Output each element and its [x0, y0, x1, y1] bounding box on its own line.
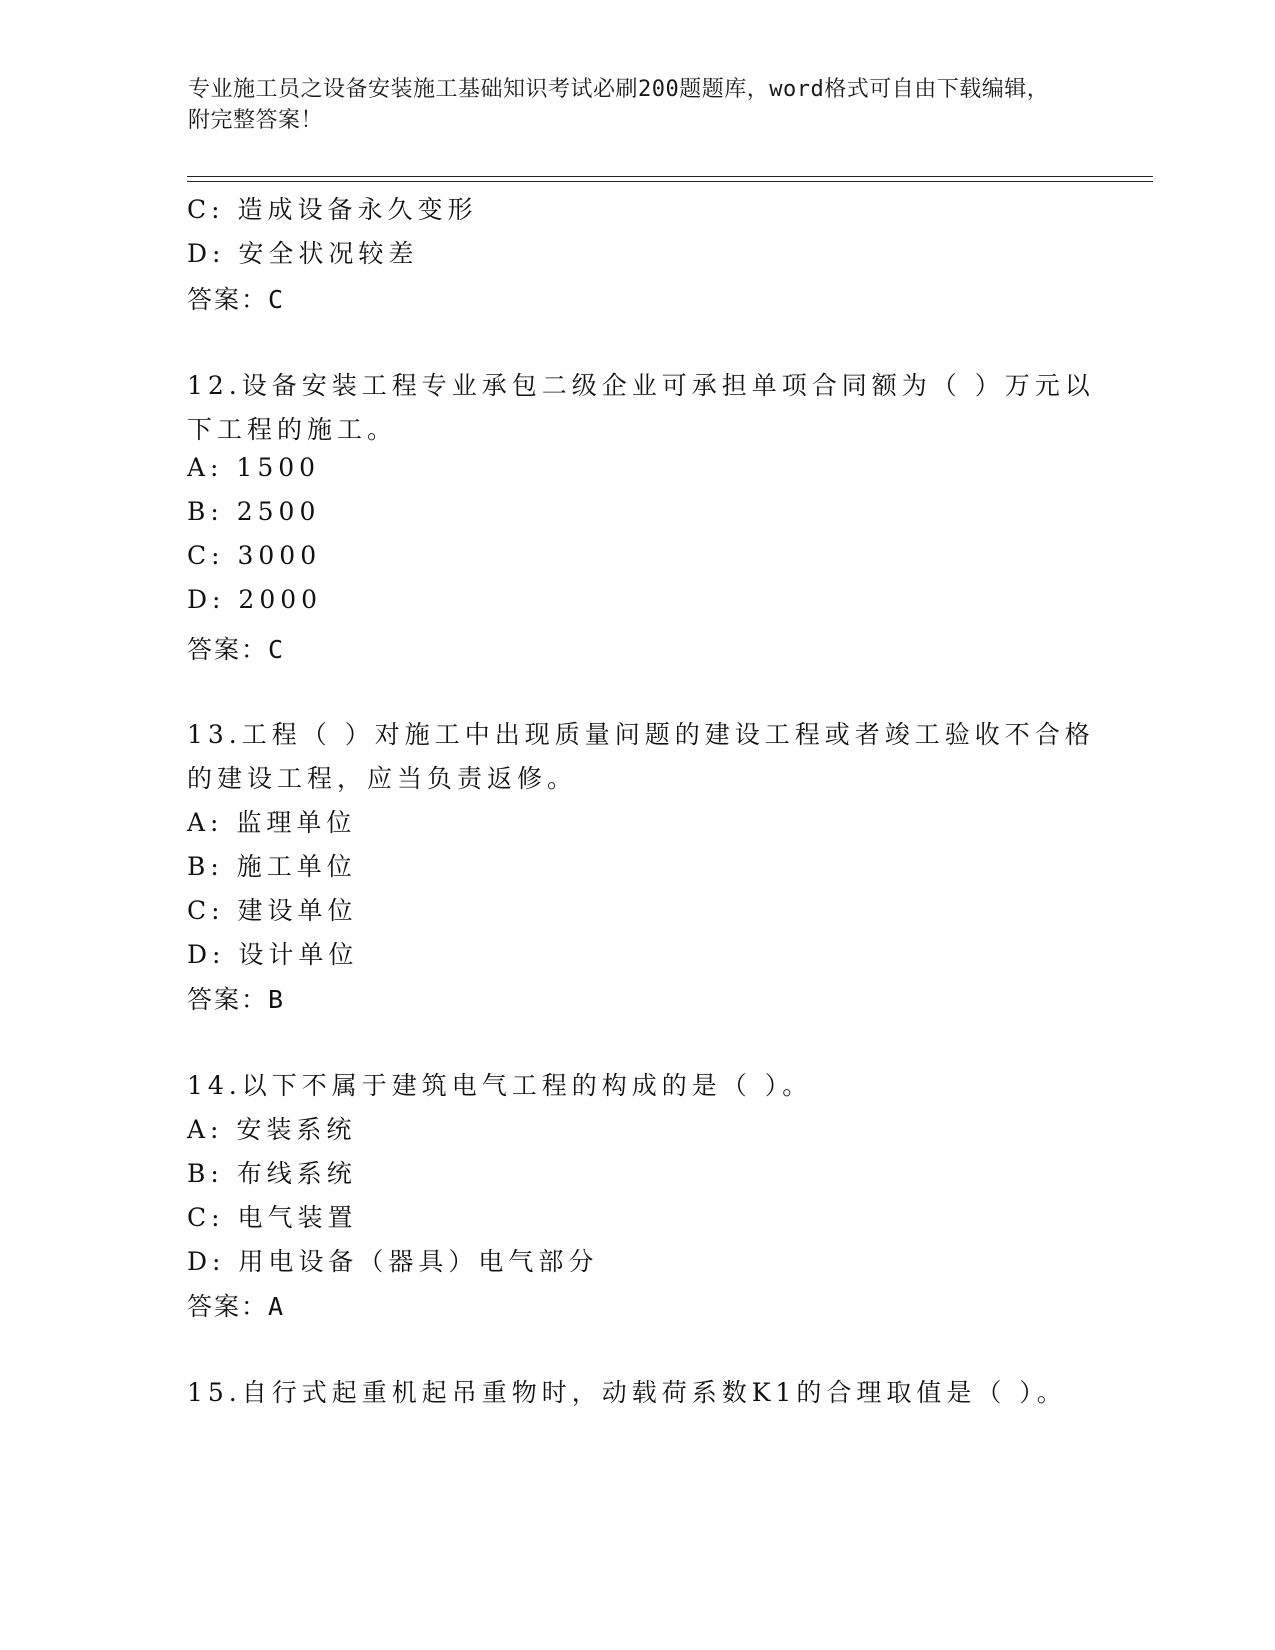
q13-option-d: D: 设计单位	[187, 940, 359, 969]
q12-option-d: D: 2000	[187, 585, 323, 614]
header-divider-top	[187, 176, 1153, 177]
q12-text-line2: 下工程的施工。	[187, 415, 398, 444]
prev-option-c: C: 造成设备永久变形	[187, 195, 478, 224]
q14-option-d: D: 用电设备（器具）电气部分	[187, 1247, 599, 1276]
q12-option-c: C: 3000	[187, 541, 322, 570]
q14-text-line1: 14.以下不属于建筑电气工程的构成的是（ ）。	[187, 1071, 813, 1100]
q14-option-a: A: 安装系统	[187, 1115, 357, 1144]
q14-option-c: C: 电气装置	[187, 1203, 358, 1232]
q13-option-b: B: 施工单位	[187, 852, 357, 881]
q12-option-b: B: 2500	[187, 497, 321, 526]
q14-answer: 答案：A	[187, 1292, 286, 1321]
header-divider-bottom	[187, 181, 1153, 182]
q12-option-a: A: 1500	[187, 453, 321, 482]
prev-option-d: D: 安全状况较差	[187, 239, 419, 268]
q14-option-b: B: 布线系统	[187, 1159, 357, 1188]
q15-text-line1: 15.自行式起重机起吊重物时，动载荷系数K1的合理取值是（ ）。	[187, 1378, 1067, 1407]
q12-answer: 答案：C	[187, 635, 286, 664]
q13-text-line2: 的建设工程，应当负责返修。	[187, 764, 578, 793]
document-header: 专业施工员之设备安装施工基础知识考试必刷200题题库，word格式可自由下载编辑，附完整答案！	[188, 77, 1050, 133]
q13-option-c: C: 建设单位	[187, 896, 358, 925]
prev-answer: 答案：C	[187, 285, 286, 314]
q13-option-a: A: 监理单位	[187, 808, 357, 837]
q13-text-line1: 13.工程（ ）对施工中出现质量问题的建设工程或者竣工验收不合格	[187, 720, 1095, 749]
q12-text-line1: 12.设备安装工程专业承包二级企业可承担单项合同额为（ ）万元以	[187, 371, 1095, 400]
q13-answer: 答案：B	[187, 985, 286, 1014]
